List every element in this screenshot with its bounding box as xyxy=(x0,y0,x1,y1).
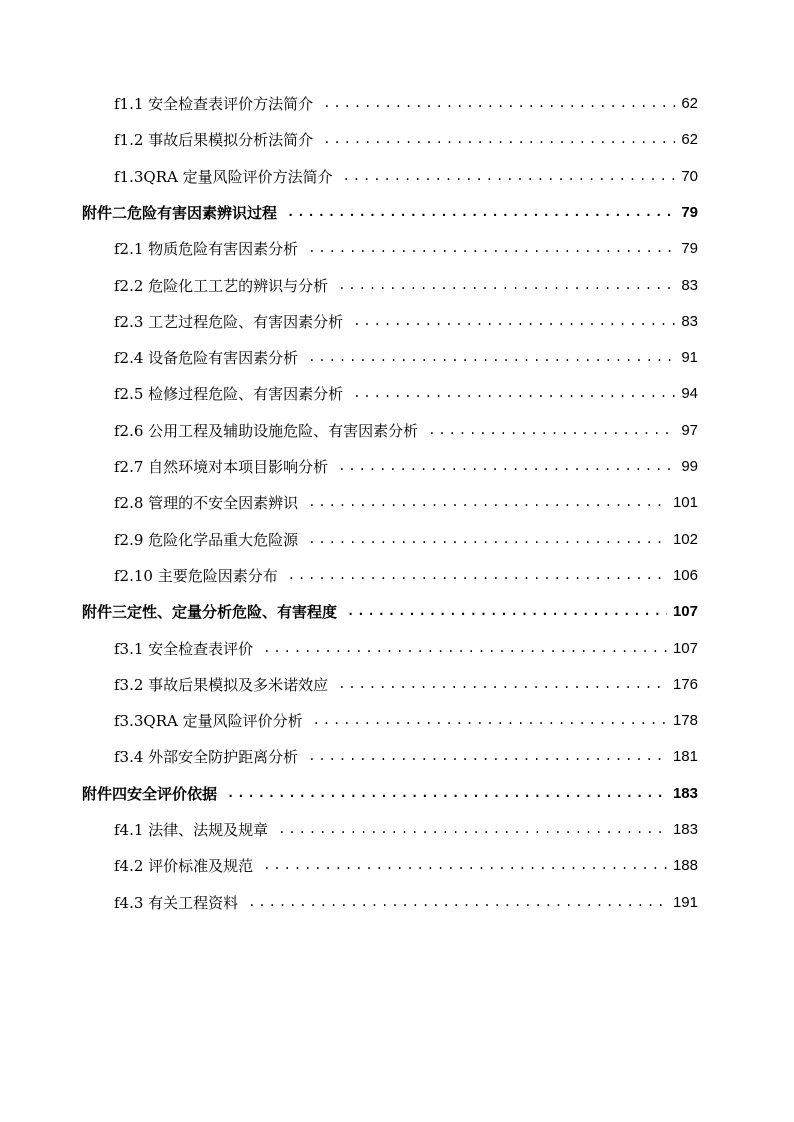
toc-entry-title: 附件四安全评价依据 xyxy=(82,784,218,803)
toc-entry-title: f2.9 危险化学品重大危险源 xyxy=(114,530,299,549)
toc-entry-title: f3.3QRA 定量风险评价分析 xyxy=(114,711,303,730)
toc-entry-title: 附件二危险有害因素辨识过程 xyxy=(82,203,278,222)
toc-chapter-entry[interactable] xyxy=(82,598,698,624)
toc-section-entry[interactable] xyxy=(114,489,698,515)
toc-dot-leader xyxy=(287,205,675,219)
toc-page-number: 99 xyxy=(681,457,698,475)
toc-page-number: 79 xyxy=(681,239,698,257)
toc-page-number: 178 xyxy=(672,711,698,729)
toc-dot-leader xyxy=(278,822,667,836)
toc-entry-title: f2.6 公用工程及辅助设施危险、有害因素分析 xyxy=(114,421,419,440)
toc-section-entry[interactable] xyxy=(114,852,698,878)
toc-entry-title: f1.2 事故后果模拟分析法简介 xyxy=(114,130,314,149)
toc-dot-leader xyxy=(308,241,675,255)
toc-dot-leader xyxy=(343,169,676,183)
toc-entry-title: f3.2 事故后果模拟及多米诺效应 xyxy=(114,675,329,694)
toc-section-entry[interactable] xyxy=(114,453,698,479)
toc-page-number: 91 xyxy=(681,348,698,366)
toc-dot-leader xyxy=(323,96,675,110)
toc-section-entry[interactable] xyxy=(114,235,698,261)
toc-dot-leader xyxy=(428,423,675,437)
toc-page-number: 79 xyxy=(681,203,698,221)
toc-section-entry[interactable] xyxy=(114,889,698,915)
toc-section-entry[interactable] xyxy=(114,743,698,769)
toc-dot-leader xyxy=(263,641,667,655)
toc-dot-leader xyxy=(338,677,667,691)
toc-page-number: 176 xyxy=(672,675,698,693)
toc-page-number: 191 xyxy=(672,893,698,911)
toc-entry-title: f1.1 安全检查表评价方法简介 xyxy=(114,94,314,113)
toc-entry-title: f2.5 检修过程危险、有害因素分析 xyxy=(114,384,344,403)
toc-entry-title: f3.1 安全检查表评价 xyxy=(114,639,254,658)
toc-page-number: 62 xyxy=(681,130,698,148)
toc-dot-leader xyxy=(313,713,667,727)
toc-dot-leader xyxy=(338,459,675,473)
toc-section-entry[interactable] xyxy=(114,635,698,661)
toc-page-number: 188 xyxy=(672,856,698,874)
toc-page-number: 107 xyxy=(672,602,698,620)
toc-page-number: 94 xyxy=(681,384,698,402)
toc-dot-leader xyxy=(308,495,667,509)
toc-section-entry[interactable] xyxy=(114,272,698,298)
toc-page-number: 101 xyxy=(672,493,698,511)
toc-entry-title: f4.1 法律、法规及规章 xyxy=(114,820,269,839)
toc-dot-leader xyxy=(227,786,667,800)
toc-chapter-entry[interactable] xyxy=(82,199,698,225)
toc-section-entry[interactable] xyxy=(114,417,698,443)
toc-page-number: 70 xyxy=(681,167,698,185)
toc-section-entry[interactable] xyxy=(114,126,698,152)
toc-dot-leader xyxy=(323,132,675,146)
toc-entry-title: f4.2 评价标准及规范 xyxy=(114,856,254,875)
toc-page-number: 83 xyxy=(681,312,698,330)
toc-entry-title: f2.1 物质危险有害因素分析 xyxy=(114,239,299,258)
toc-section-entry[interactable] xyxy=(114,707,698,733)
toc-entry-title: f1.3QRA 定量风险评价方法简介 xyxy=(114,167,333,186)
toc-section-entry[interactable] xyxy=(114,380,698,406)
toc-dot-leader xyxy=(248,895,667,909)
toc-page-number: 97 xyxy=(681,421,698,439)
toc-entry-title: f2.4 设备危险有害因素分析 xyxy=(114,348,299,367)
toc-section-entry[interactable] xyxy=(114,308,698,334)
toc-dot-leader xyxy=(288,568,667,582)
toc-page-number: 183 xyxy=(672,820,698,838)
toc-entry-title: f4.3 有关工程资料 xyxy=(114,893,239,912)
toc-dot-leader xyxy=(338,278,675,292)
toc-entry-title: 附件三定性、定量分析危险、有害程度 xyxy=(82,602,338,621)
toc-page-number: 102 xyxy=(672,530,698,548)
toc-page-number: 181 xyxy=(672,747,698,765)
toc-section-entry[interactable] xyxy=(114,526,698,552)
toc-section-entry[interactable] xyxy=(114,562,698,588)
toc-dot-leader xyxy=(308,350,675,364)
toc-entry-title: f2.8 管理的不安全因素辨识 xyxy=(114,493,299,512)
toc-page-number: 62 xyxy=(681,94,698,112)
toc-section-entry[interactable] xyxy=(114,163,698,189)
toc-dot-leader xyxy=(353,386,675,400)
toc-section-entry[interactable] xyxy=(114,344,698,370)
toc-entry-title: f2.2 危险化工工艺的辨识与分析 xyxy=(114,276,329,295)
toc-page-number: 106 xyxy=(672,566,698,584)
toc-dot-leader xyxy=(308,749,667,763)
toc-section-entry[interactable] xyxy=(114,671,698,697)
toc-dot-leader xyxy=(347,604,667,618)
toc-dot-leader xyxy=(263,858,667,872)
toc-section-entry[interactable] xyxy=(114,816,698,842)
toc-section-entry[interactable] xyxy=(114,90,698,116)
toc-chapter-entry[interactable] xyxy=(82,780,698,806)
toc-entry-title: f2.3 工艺过程危险、有害因素分析 xyxy=(114,312,344,331)
toc-entry-title: f2.7 自然环境对本项目影响分析 xyxy=(114,457,329,476)
toc-dot-leader xyxy=(308,532,667,546)
toc-page-number: 107 xyxy=(672,639,698,657)
toc-entry-title: f3.4 外部安全防护距离分析 xyxy=(114,747,299,766)
toc-page-number: 183 xyxy=(672,784,698,802)
toc-dot-leader xyxy=(353,314,675,328)
toc-page-number: 83 xyxy=(681,276,698,294)
toc-entry-title: f2.10 主要危险因素分布 xyxy=(114,566,278,585)
